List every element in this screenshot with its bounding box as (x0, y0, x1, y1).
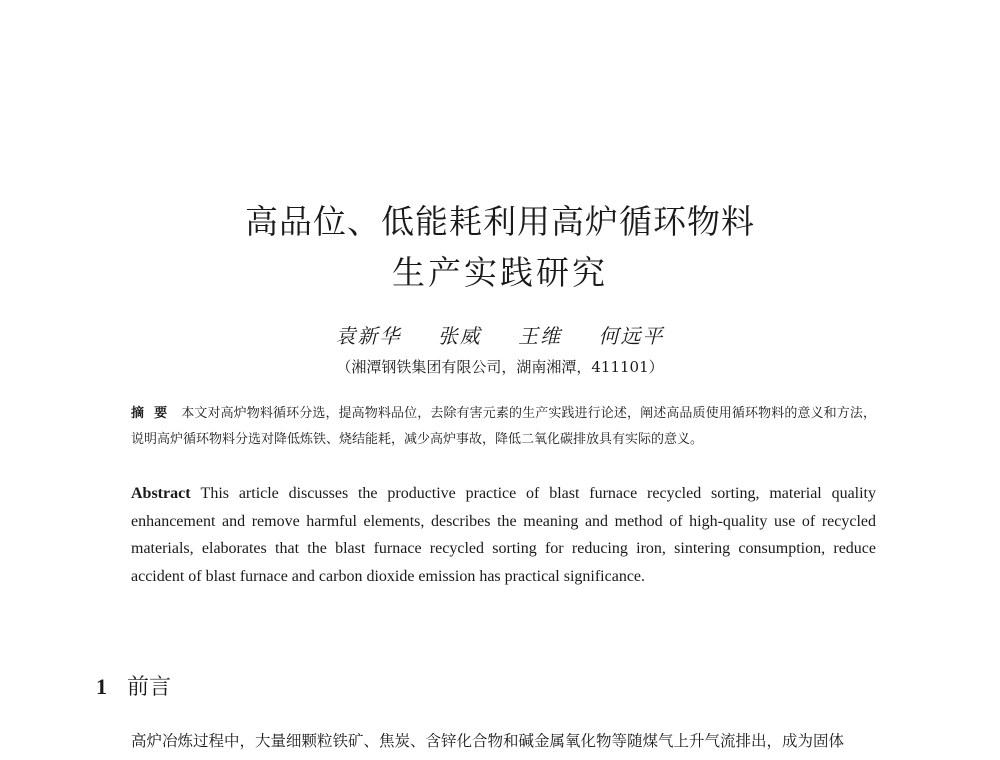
abstract-chinese-label: 摘要 (131, 406, 178, 421)
author-list (0, 320, 1000, 349)
abstract-chinese (131, 401, 876, 453)
body-paragraph-text: 高炉冶炼过程中，大量细颗粒铁矿、焦炭、含锌化合物和碱金属氧化物等随煤气上升气流排出，成为固体 (131, 732, 845, 750)
abstract-english (131, 480, 876, 590)
affiliation: （湘潭钢铁集团有限公司，湖南湘潭，411101） (336, 358, 664, 376)
section-title: 前言 (127, 675, 172, 700)
abstract-english-text: This article discusses the productive practice of blast furnace recycled sorting, material quality enhancement and remove harmful elements, describes the meaning and method of high-quality use of recycled materials, elaborates that the blast furnace recycled sorting for reducing iron, sintering consumption, reduce accident of blast furnace and carbon dioxide emission has practical significance. (131, 485, 876, 585)
section-number: 1 (96, 674, 107, 699)
paper-title-line-2: 生产实践研究 (392, 253, 608, 292)
author-name: 王维 (518, 324, 563, 348)
abstract-chinese-text: 本文对高炉物料循环分选，提高物料品位，去除有害元素的生产实践进行论述，阐述高品质使用循环物料的意义和方法，说明高炉循环物料分选对降低炼铁、烧结能耗，减少高炉事故，降低二氧化碳排放具有实际的意义。 (131, 406, 876, 447)
section-heading (96, 670, 171, 701)
author-name: 张威 (437, 324, 482, 348)
author-name: 袁新华 (335, 324, 402, 348)
body-paragraph (131, 727, 916, 756)
author-name: 何远平 (598, 324, 665, 348)
abstract-english-label: Abstract (131, 485, 191, 502)
paper-title-line-1: 高品位、低能耗利用高炉循环物料 (245, 202, 755, 241)
